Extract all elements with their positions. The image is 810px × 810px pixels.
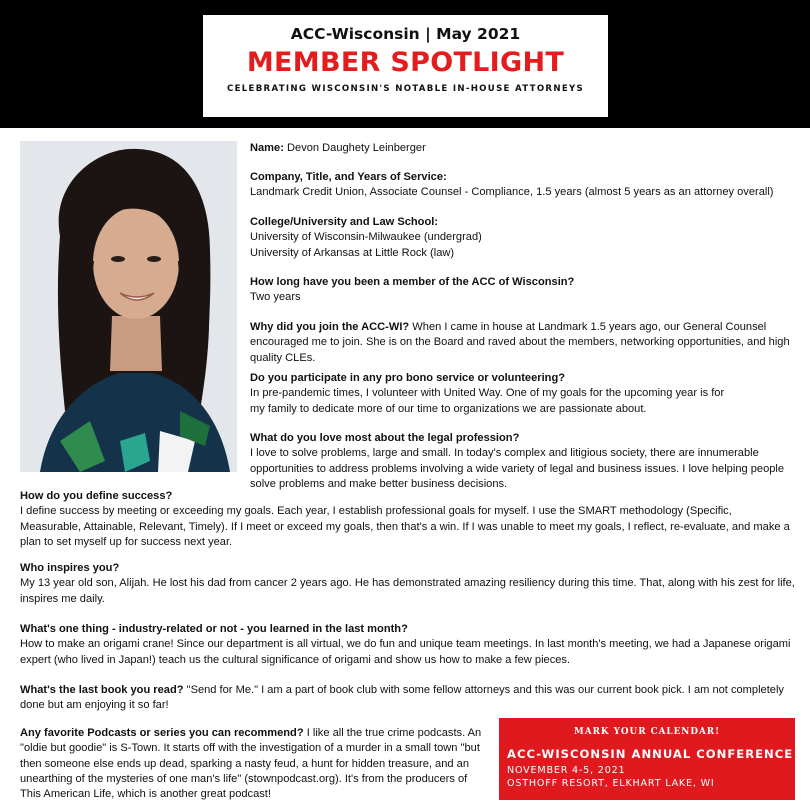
header-top-line: ACC-Wisconsin | May 2021 bbox=[290, 25, 521, 43]
book-value: "Send for Me." I am a part of book club with some fellow attorneys and this was our current book pick. I am not completely done but am enjoying it so far! bbox=[20, 684, 784, 712]
why-join-field bbox=[250, 320, 790, 366]
inspires-field bbox=[20, 561, 795, 607]
page-title: MEMBER SPOTLIGHT bbox=[246, 47, 565, 78]
learned-field bbox=[20, 622, 795, 668]
success-value: I define success by meeting or exceeding my goals. Each year, I establish professional goals for myself. I use the SMART methodology (Specific, Measurable, Attainable, Relevant, Timely). If I meet or exceed my goals, then that's a win. If I was unable to meet my goals, I reflect, re-evaluate, and make a plan to set myself up for success next year. bbox=[20, 505, 790, 548]
college-field bbox=[250, 215, 795, 261]
learned-label: What's one thing - industry-related or not - you learned in the last month? bbox=[20, 623, 408, 635]
name-label: Name: bbox=[250, 142, 284, 154]
membership-value: Two years bbox=[250, 291, 301, 304]
success-field bbox=[20, 489, 795, 550]
book-label: What's the last book you read? bbox=[20, 684, 184, 696]
calendar-heading: MARK YOUR CALENDAR! bbox=[574, 727, 720, 737]
legal-profession-label: What do you love most about the legal profession? bbox=[250, 432, 520, 444]
why-join-value: When I came in house at Landmark 1.5 years ago, our General Counsel encouraged me to join. She is on the Board and raved about the members, networking opportunities, and high quality CLEs. bbox=[250, 321, 790, 364]
name-field bbox=[250, 141, 795, 156]
book-field bbox=[20, 683, 795, 714]
membership-label: How long have you been a member of the ACC of Wisconsin? bbox=[250, 276, 575, 288]
pro-bono-value: In pre-pandemic times, I volunteer with United Way. One of my goals for the upcoming year is for my family to dedicate more of our time to organizations we are passionate about. bbox=[250, 387, 725, 415]
podcast-label: Any favorite Podcasts or series you can recommend? bbox=[20, 727, 304, 739]
learned-value: How to make an origami crane! Since our department is all virtual, we do fun and unique team meetings. In last month's meeting, we had a Japanese origami expert (who lived in Japan!) teach us the cultural significance of origami and show us how to make a few pieces. bbox=[20, 638, 791, 666]
college-line: University of Wisconsin-Milwaukee (undergrad) bbox=[250, 231, 482, 244]
legal-profession-field bbox=[250, 431, 790, 492]
why-join-label: Why did you join the ACC-WI? bbox=[250, 321, 410, 333]
pro-bono-label: Do you participate in any pro bono service or volunteering? bbox=[250, 372, 565, 384]
conference-title: ACC-WISCONSIN ANNUAL CONFERENCE bbox=[507, 747, 794, 761]
inspires-value: My 13 year old son, Alijah. He lost his dad from cancer 2 years ago. He has demonstrated amazing resiliency during this time. That, along with his zest for life, inspires me daily. bbox=[20, 577, 795, 605]
podcast-value: I like all the true crime podcasts. An "oldie but goodie" is S-Town. It starts off with the investigation of a murder in a small town "but then someone else ends up dead, sparking a nasty feud, a hunt for hidden treasure, and an unearthing of the mysteries of one man's life" (stownpodcast.org). It's from the producers of This American Life, which is another great podcast! bbox=[20, 727, 482, 801]
company-label: Company, Title, and Years of Service: bbox=[250, 171, 447, 183]
conference-location: OSTHOFF RESORT, ELKHART LAKE, WI bbox=[507, 778, 715, 789]
calendar-box bbox=[499, 718, 795, 800]
podcast-field bbox=[20, 726, 486, 802]
company-value: Landmark Credit Union, Associate Counsel - Compliance, 1.5 years (almost 5 years as an attorney overall) bbox=[250, 186, 774, 199]
legal-profession-value: I love to solve problems, large and small. In today's complex and litigious society, there are innumerable opportunities to address problems involving a wide variety of legal and business issues. I love helping people solve problems and make better business decisions. bbox=[250, 447, 785, 490]
pro-bono-field bbox=[250, 371, 730, 417]
name-value: Devon Daughety Leinberger bbox=[287, 142, 426, 154]
college-line: University of Arkansas at Little Rock (law) bbox=[250, 246, 455, 259]
membership-field bbox=[250, 275, 795, 306]
title-box bbox=[203, 15, 608, 117]
member-photo bbox=[20, 141, 237, 472]
header-subtitle: CELEBRATING WISCONSIN'S NOTABLE IN-HOUSE ATTORNEYS bbox=[226, 84, 585, 94]
conference-dates: NOVEMBER 4-5, 2021 bbox=[507, 765, 626, 776]
inspires-label: Who inspires you? bbox=[20, 562, 120, 574]
college-label: College/University and Law School: bbox=[250, 216, 439, 228]
success-label: How do you define success? bbox=[20, 490, 173, 502]
company-field bbox=[250, 170, 795, 201]
